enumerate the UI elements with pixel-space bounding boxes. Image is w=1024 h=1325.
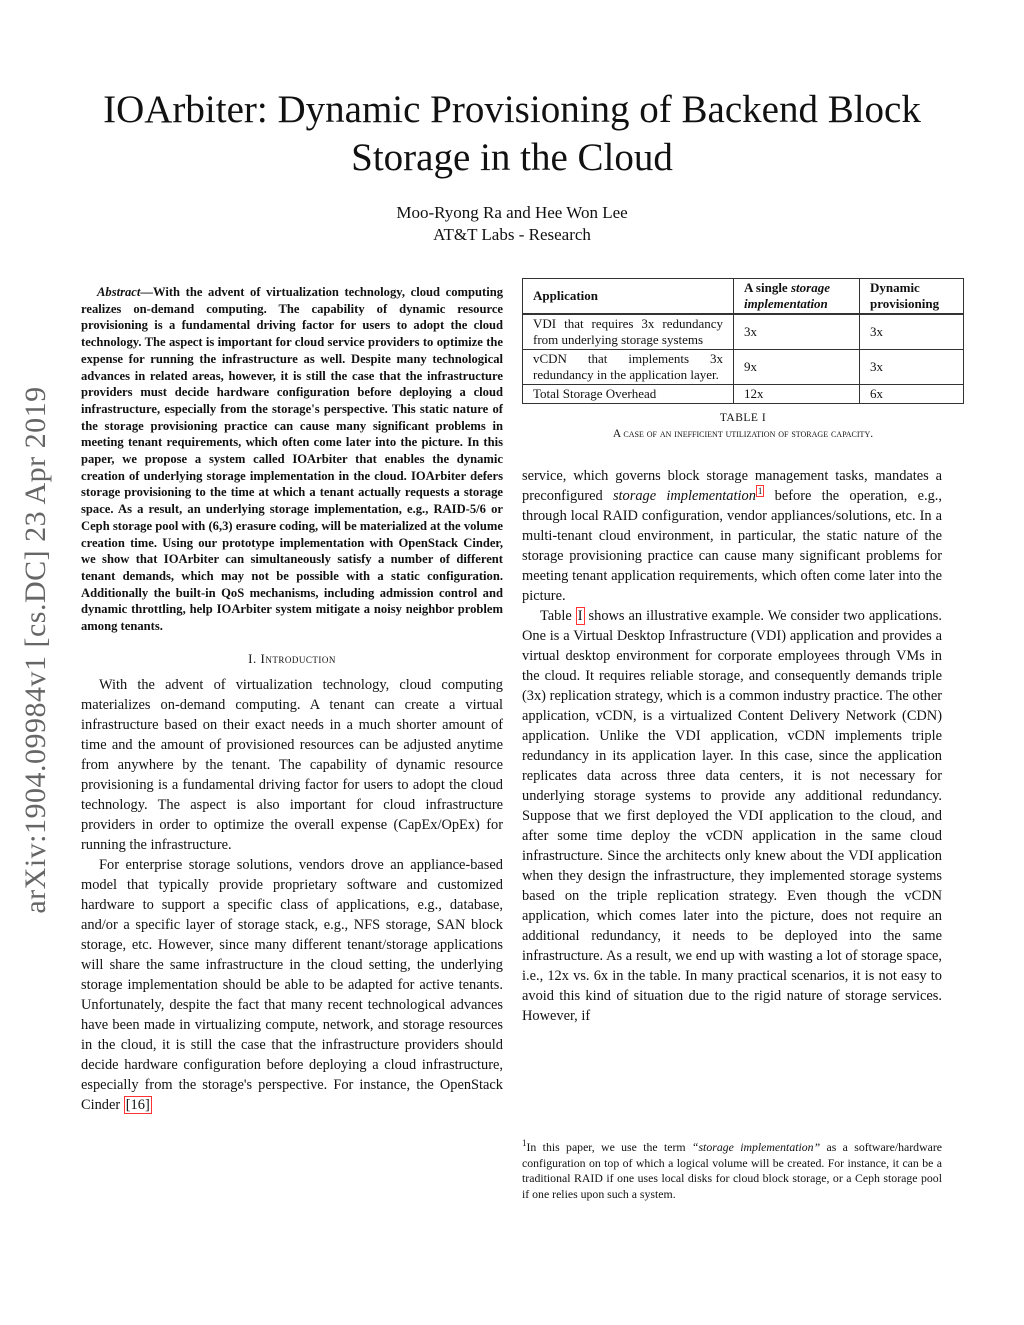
intro-paragraph-2: [81, 855, 503, 1115]
footnote: $^1$In this paper, we use the term “storage implementation” as a software/hardware configuration on top of which a logical volume will be created. For instance, it can be a traditional RAID if one uses local disks for cloud block storage, or a Ceph storage pool if one relies upon such a system.: [522, 1138, 942, 1201]
header-application: Application: [523, 279, 734, 315]
section-title: Introduction: [260, 650, 336, 666]
table-link[interactable]: I: [577, 608, 583, 624]
intro-paragraph-2-text: For enterprise storage solutions, vendors drove an appliance-based model that typically provide proprietary software and customized hardware to support a specific class of applications, e.g., database, and/or a specific layer of storage stack, e.g., NFS storage, SAN block storage, etc. However, since many different tenant/storage applications will share the same infrastructure in the cloud setting, the underlying storage implementation should be able to be adapted for active tenants. Unfortunately, despite the fact that many recent technological advances have been made in virtualizing compute, network, and storage resources in the cloud, it is still the case that the infrastructure providers should decide hardware configuration before deploying a cloud infrastructure, especially from the storage's perspective. For instance, the OpenStack Cinder: [81, 856, 503, 1113]
table-row: [523, 350, 964, 385]
section-heading-introduction: [81, 651, 503, 667]
section-number: I.: [248, 650, 257, 666]
intro-paragraph-1: With the advent of virtualization technology, cloud computing materializes on-demand computing. A tenant can create a virtual infrastructure based on their exact needs in a much shorter amount of time and the amount of provisioned resources can be adjusted anytime from anywhere by the tenant. The capability of dynamic resource provisioning is a fundamental driving factor for users to adopt the cloud technology. The aspect is also important for cloud infrastructure providers in order to optimize the overall expense (CapEx/OpEx) for running the infrastructure.: [81, 676, 503, 853]
arxiv-identifier: arXiv:1904.09984v1 [cs.DC] 23 Apr 2019: [19, 386, 52, 914]
table-cell-single: 3x: [734, 314, 860, 350]
author-block: [0, 202, 1024, 246]
overhead-table: [522, 278, 964, 404]
header-single-storage: A single storage implementation: [734, 279, 860, 315]
left-column: [81, 284, 503, 1115]
right-paragraph-1: service, which governs block storage management tasks, mandates a preconfigured storage implementation $^1$ before the operation, e.g., through local RAID configuration, vendor appliances/solutions, etc. In a multi-tenant cloud environment, in particular, the static nature of the storage provisioning practice can cause many significant problems for meeting tenant application requirements, which often come later into the picture.: [522, 468, 942, 604]
right-paragraph-2: Table I shows an illustrative example. We consider two applications. One is a Virtual Desktop Infrastructure (VDI) application and provides a virtual desktop environment for corporate employees through VMs in the cloud. It requires reliable storage, and consequently demands triple (3x) replication strategy, which is a common industry practice. The other application, vCDN, is a virtualized Content Delivery Network (CDN) application. Unlike the VDI application, vCDN implements triple redundancy in its application layer. In this case, since the application replicates data across three data centers, it is not necessary for underlying storage systems to provide any additional redundancy. Suppose that we first deployed the VDI application to the cloud, and after some time deploy the vCDN application in the same cloud infrastructure. Since the architects only knew about the VDI application when they design the infrastructure, they implemented storage systems based on the triple replication strategy. Even though the vCDN application, which comes later into the picture, does not require an additional redundancy, it needs to be deployed into the same infrastructure. As a result, we end up with wasting a lot of storage space, i.e., 12x vs. 6x in the table. In many practical scenarios, it is not easy to avoid this kind of situation due to the rigid nature of storage services. However, if: [522, 608, 942, 1024]
footnote-mark: 1: [522, 1138, 527, 1149]
table-cell-dynamic: 3x: [860, 350, 964, 385]
table-row: [523, 385, 964, 404]
table-cell-dynamic: 3x: [860, 314, 964, 350]
author-names: Moo-Ryong Ra and Hee Won Lee: [396, 203, 628, 222]
footnote-link[interactable]: 1: [757, 486, 763, 497]
table-caption-label: TABLE I: [719, 412, 767, 424]
abstract: [81, 284, 503, 635]
table-cell-dynamic: 6x: [860, 385, 964, 404]
right-column: [522, 278, 942, 1026]
table-cell-app: vCDN that implements 3x redundancy in the application layer.: [523, 350, 734, 385]
table-caption-text: A case of an inefficient utilization of storage capacity.: [612, 428, 874, 440]
table-cell-app: Total Storage Overhead: [523, 385, 734, 404]
table-cell-app: VDI that requires 3x redundancy from underlying storage systems: [523, 314, 734, 350]
table-row: [523, 314, 964, 350]
paper-title: IOArbiter: Dynamic Provisioning of Backend Block Storage in the Cloud: [103, 88, 921, 179]
abstract-lead: Abstract: [97, 285, 141, 299]
header-dynamic-provisioning: Dynamic provisioning: [860, 279, 964, 315]
abstract-text: —With the advent of virtualization technology, cloud computing realizes on-demand computing. The capability of dynamic resource provisioning is a fundamental driving factor for users to adopt the cloud technology. The aspect is important for cloud service providers to optimize the expense for running the infrastructure as well. Despite many technological advances in related areas, however, it is still the case that the infrastructure providers must decide hardware configuration before deploying a cloud infrastructure, especially from the storage's perspective. This static nature of the storage provisioning practice can cause many significant problems in meeting tenant requirements, which often come later into the picture. In this paper, we propose a system called IOArbiter that enables the dynamic creation of underlying storage implementation in the cloud. IOArbiter defers storage provisioning to the time at which a tenant actually requests a storage space. As a result, an underlying storage implementation, e.g., RAID-5/6 or Ceph storage pool with (6,3) erasure coding, will be materialized at the volume creation time. Using our prototype implementation with OpenStack Cinder, we show that IOArbiter can simultaneously satisfy a number of different tenant demands, which may not be possible with a static configuration. Additionally the built-in QoS mechanisms, including admission control and dynamic throttling, help IOArbiter system mitigate a noisy neighbor problem among tenants.: [81, 285, 503, 634]
author-affiliation: AT&T Labs - Research: [433, 225, 591, 244]
table-header-row: [523, 279, 964, 315]
table-cell-single: 9x: [734, 350, 860, 385]
table-cell-single: 12x: [734, 385, 860, 404]
arxiv-sidebar: [14, 350, 58, 950]
citation-link[interactable]: [16]: [125, 1096, 150, 1113]
